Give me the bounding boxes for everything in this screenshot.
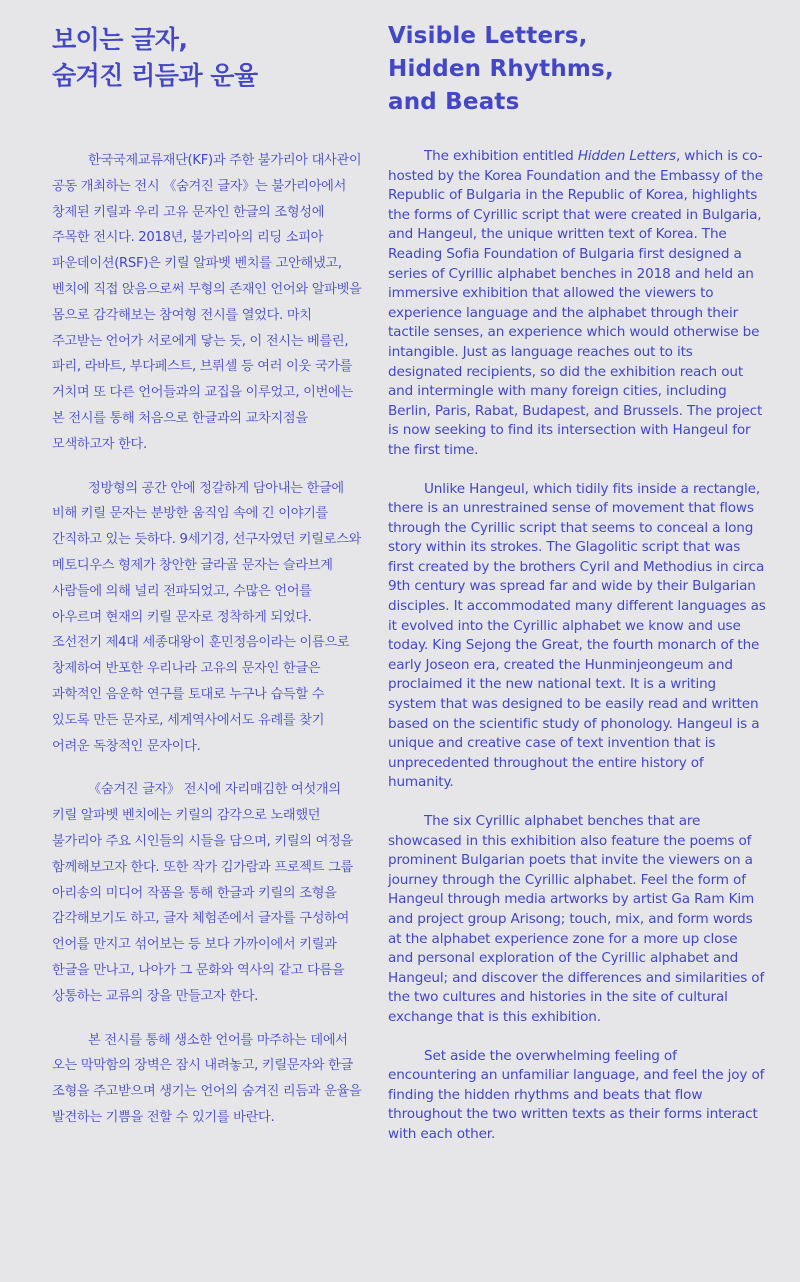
korean-paragraph-1: 한국국제교류재단(KF)과 주한 불가리아 대사관이 공동 개최하는 전시 《숨겨진 글자》는 불가리아에서 창제된 키릴과 우리 고유 문자인 한글의 조형성에 주목한 전시다. 2018년, 불가리아의 리딩 소피아 파운데이션(RSF)은 키릴 알파벳 벤치를 고안해냈고, 벤치에 직접 앉음으로써 무형의 존재인 언어와 알파벳을 몸으로 감각해보는 참여형 전시를 열었다. 마치 주고받는 언어가 서로에게 닿는 듯, 이 전시는 베를린, 파리, 라바트, 부다페스트, 브뤼셀 등 여러 이웃 국가를 거치며 또 다른 언어들과의 교집을 이루었고, 이번에는 본 전시를 통해 처음으로 한글과의 교차지점을 모색하고자 한다. [52,153,362,452]
english-paragraph-4: Set aside the overwhelming feeling of encountering an unfamiliar language, and feel the joy of finding the hidden rhythms and beats that flow throughout the two written texts as their forms interact with each other. [388,1047,765,1142]
english-paragraph-2: Unlike Hangeul, which tidily fits inside a rectangle, there is an unrestrained sense of movement that flows through the Cyrillic script that seems to conceal a long story within its strokes. The Glagolitic script that was first created by the brothers Cyril and Methodius in circa 9th century was spread far and wide by their Bulgarian disciples. It accommodated many different languages as it evolved into the Cyrillic alphabet we know and use today. King Sejong the Great, the fourth monarch of the early Joseon era, created the Hunminjeongeum and proclaimed it the new national text. It is a writing system that was designed to be easily read and written based on the scientific study of phonology. Hangeul is a unique and creative case of text invention that is unprecedented throughout the entire history of humanity. [388,480,766,791]
english-title-line-2: Hidden Rhythms, [388,56,614,82]
korean-paragraph-2: 정방형의 공간 안에 정갈하게 담아내는 한글에 비해 키릴 문자는 분방한 움직임 속에 긴 이야기를 간직하고 있는 듯하다. 9세기경, 선구자였던 키릴로스와 메토디우스 형제가 창안한 글라골 문자는 슬라브계 사람들에 의해 널리 전파되었고, 수많은 언어를 아우르며 현재의 키릴 문자로 정착하게 되었다. 조선전기 제4대 세종대왕이 훈민정음이라는 이름으로 창제하여 반포한 우리나라 고유의 문자인 한글은 과학적인 음운학 연구를 토대로 누구나 습득할 수 있도록 만든 문자로, 세계역사에서도 유례를 찾기 어려운 독창적인 문자이다. [52,480,361,754]
english-paragraph-1 [388,147,766,461]
english-paragraph-3: The six Cyrillic alphabet benches that are showcased in this exhibition also feature the poems of prominent Bulgarian poets that invite the viewers on a journey through the Cyrillic alphabet. Feel the form of Hangeul through media artworks by artist Ga Ram Kim and project group Arisong; touch, mix, and form words at the alphabet experience zone for a more up close and personal exploration of the Cyrillic alphabet and Hangeul; and discover the differences and similarities of the two cultures and histories in the site of cultural exchange that is this exhibition. [388,813,765,1025]
english-paragraph-1-rest: , which is co-hosted by the Korea Foundation and the Embassy of the Republic of Bulgaria in the Republic of Korea, highlights the forms of Cyrillic script that were created in Bulgaria, and Hangeul, the unique written text of Korea. The Reading Sofia Foundation of Bulgaria first designed a series of Cyrillic alphabet benches in 2018 and held an immersive exhibition that allowed the viewers to experience language and the alphabet through their tactile senses, an experience which would otherwise be intangible. Just as language reaches out to its designated recipients, so did the exhibition reach out and intermingle with many foreign cities, including Berlin, Paris, Rabat, Budapest, and Brussels. The project is now seeking to find its intersection with Hangeul for the first time. [388,148,763,458]
korean-title [52,22,258,94]
english-body [388,147,766,1164]
korean-body [52,148,362,1149]
english-title-line-3: and Beats [388,89,520,115]
english-title-line-1: Visible Letters, [388,23,588,49]
english-title [388,20,614,119]
korean-title-line-1: 보이는 글자, [52,25,188,54]
korean-title-line-2: 숨겨진 리듬과 운율 [52,61,258,90]
english-paragraph-1-lead: The exhibition entitled [424,148,578,164]
exhibition-name-italic: Hidden Letters [577,148,676,164]
korean-paragraph-4: 본 전시를 통해 생소한 언어를 마주하는 데에서 오는 막막함의 장벽은 잠시 내려놓고, 키릴문자와 한글 조형을 주고받으며 생기는 언어의 숨겨진 리듬과 운율을 발견하는 기쁨을 전할 수 있기를 바란다. [52,1032,362,1125]
korean-paragraph-3: 《숨겨진 글자》 전시에 자리매김한 여섯개의 키릴 알파벳 벤치에는 키릴의 감각으로 노래했던 불가리아 주요 시인들의 시들을 담으며, 키릴의 여정을 함께해보고자 한다. 또한 작가 김가람과 프로젝트 그룹 아리송의 미디어 작품을 통해 한글과 키릴의 조형을 감각해보기도 하고, 글자 체험존에서 글자를 구성하여 언어를 만지고 섞어보는 등 보다 가까이에서 키릴과 한글을 만나고, 나아가 그 문화와 역사의 같고 다름을 상통하는 교류의 장을 만들고자 한다. [52,782,353,1004]
